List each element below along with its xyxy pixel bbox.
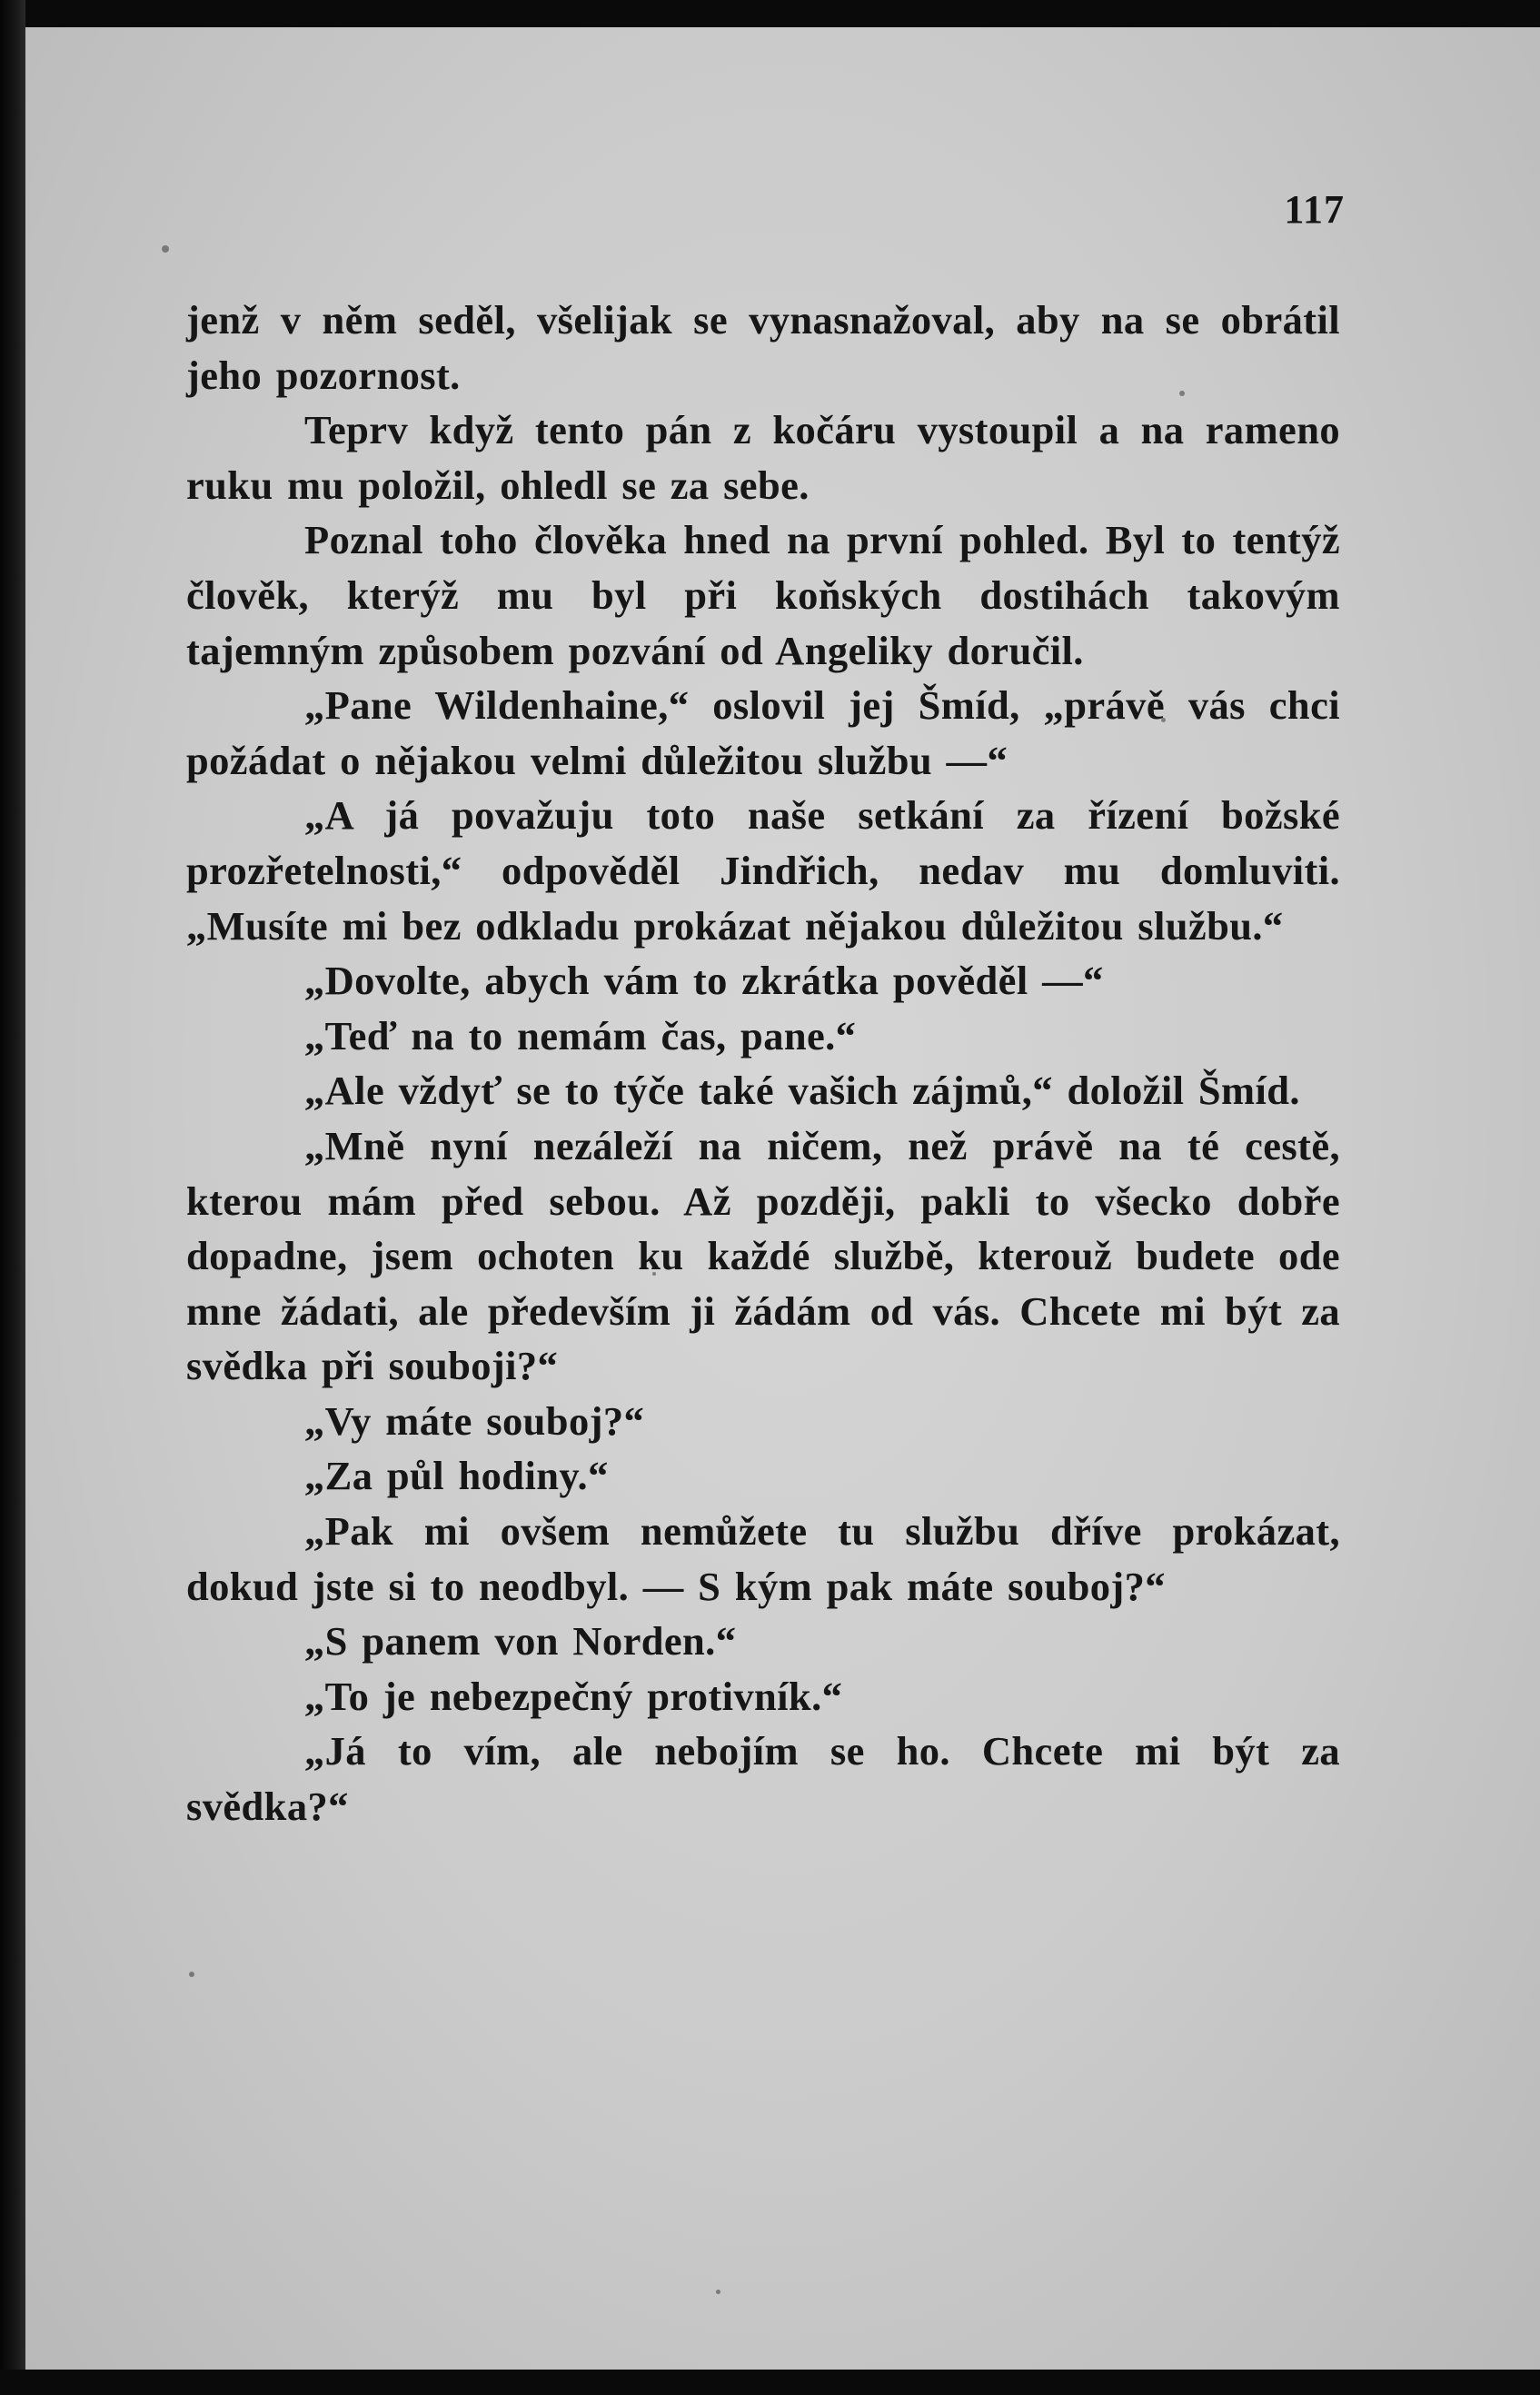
paragraph: „Teď na to nemám čas, pane.“ — [304, 1012, 857, 1058]
paragraph: „Ale vždyť se to týče také vašich zájmů,“ doložil Šmíd. — [304, 1068, 1300, 1114]
paragraph: „Mně nyní nezáleží na ničem, než právě na té cestě, kterou mám před sebou. Až později, pakli to všecko dobře dopadne, jsem ochoten ku každé službě, kterouž budete ode mne žádati, ale především ji žádám od vás. Chcete mi být za svědka při souboji?“ — [186, 1122, 1340, 1389]
paragraph: „A já považuju toto naše setkání za řízení božské prozřetelnosti,“ odpověděl Jindřich, nedav mu domluviti. „Musíte mi bez odkladu prokázat nějakou důležitou službu.“ — [186, 792, 1340, 949]
scan-top-edge — [0, 0, 1540, 27]
paragraph: Teprv když tento pán z kočáru vystoupil a na rameno ruku mu položil, ohledl se za sebe. — [186, 407, 1340, 508]
paper-speck — [162, 245, 169, 253]
paragraph: Poznal toho člověka hned na první pohled. Byl to tentýž člověk, kterýž mu byl při koňských dostihách takovým tajemným způsobem pozvání od Angeliky doručil. — [186, 517, 1340, 673]
paragraph: jenž v něm seděl, všelijak se vynasnažoval, aby na se obrátil jeho pozornost. — [186, 297, 1340, 398]
paragraph: „To je nebezpečný protivník.“ — [304, 1673, 843, 1719]
page-number: 117 — [1284, 187, 1345, 232]
paragraph: „Vy máte souboj?“ — [304, 1397, 645, 1444]
scan-bottom-edge — [0, 2370, 1540, 2395]
paragraph: „Já to vím, ale nebojím se ho. Chcete mi být za svědka?“ — [186, 1728, 1340, 1830]
paper-speck — [189, 1972, 194, 1977]
paragraph: „Pane Wildenhaine,“ oslovil jej Šmíd, „právě vás chci požádat o nějakou velmi důležitou službu —“ — [186, 682, 1340, 783]
paragraph: „Pak mi ovšem nemůžete tu službu dříve prokázat, dokud jste si to neodbyl. — S kým pak máte souboj?“ — [186, 1508, 1340, 1609]
book-spine-shadow — [0, 0, 25, 2395]
paper-speck — [716, 2290, 720, 2294]
paragraph: „S panem von Norden.“ — [304, 1618, 737, 1665]
paragraph: „Dovolte, abych vám to zkrátka pověděl —“ — [304, 958, 1104, 1004]
page-text — [186, 293, 1340, 1834]
paragraph: „Za půl hodiny.“ — [304, 1453, 609, 1499]
